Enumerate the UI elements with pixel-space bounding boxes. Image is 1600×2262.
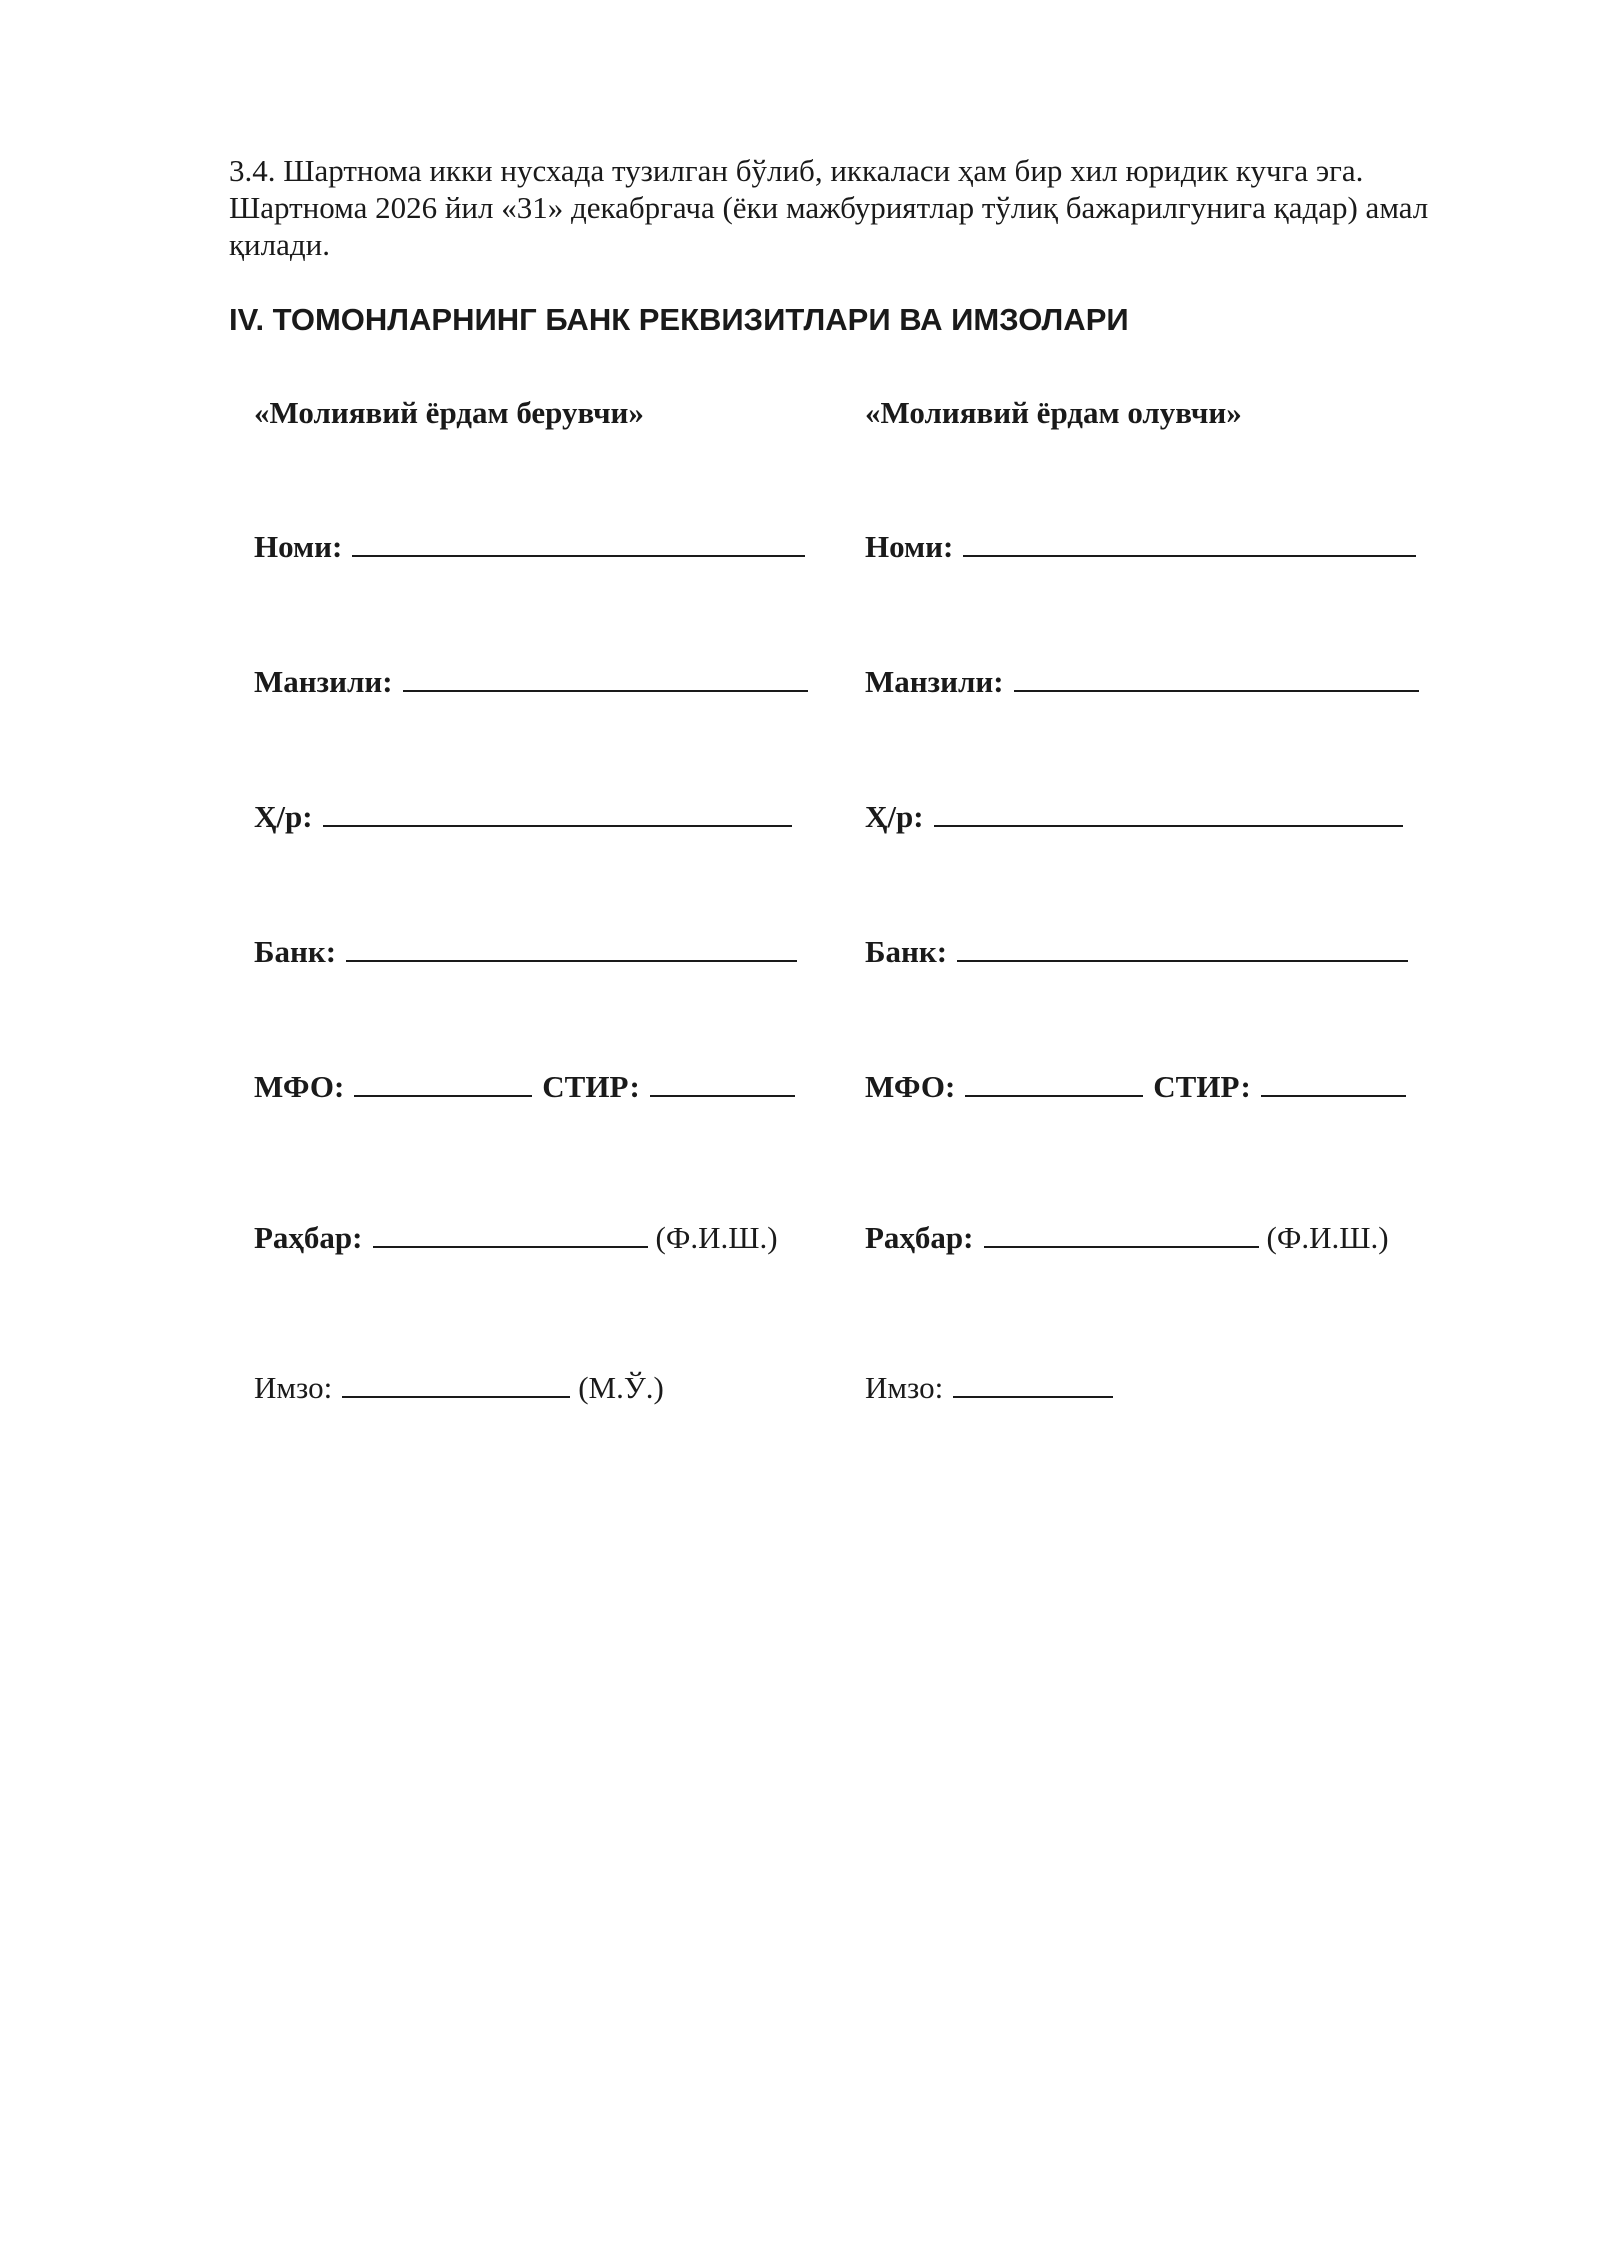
party-right-address-field — [865, 662, 1419, 702]
party-left-account-field — [254, 797, 792, 837]
name-label: Номи: — [254, 529, 343, 564]
name-label: Номи: — [865, 529, 954, 564]
stir-label: СТИР: — [1153, 1069, 1251, 1104]
head-label: Раҳбар: — [254, 1220, 363, 1255]
account-label: Ҳ/р: — [865, 799, 924, 834]
party-left-bank-field — [254, 932, 797, 972]
account-label: Ҳ/р: — [254, 799, 313, 834]
party-right-title: «Молиявий ёрдам олувчи» — [865, 395, 1242, 430]
account-blank-line[interactable] — [323, 799, 792, 827]
clause-3-4-line-2: Шартнома 2026 йил «31» декабргача (ёки мажбуриятлар тўлиқ бажарилгунига қадар) амал — [229, 190, 1429, 225]
party-right-codes-field — [865, 1067, 1406, 1107]
address-blank-line[interactable] — [403, 664, 808, 692]
mfo-label: МФО: — [254, 1069, 345, 1104]
signature-label: Имзо: — [865, 1370, 944, 1405]
head-blank-line[interactable] — [984, 1220, 1259, 1248]
party-left-name-field — [254, 527, 805, 567]
party-left-codes-field — [254, 1067, 795, 1107]
address-label: Манзили: — [254, 664, 393, 699]
bank-label: Банк: — [865, 934, 948, 969]
stir-blank-line[interactable] — [1261, 1069, 1406, 1097]
party-left-address-field — [254, 662, 808, 702]
account-blank-line[interactable] — [934, 799, 1403, 827]
name-blank-line[interactable] — [352, 529, 805, 557]
name-blank-line[interactable] — [963, 529, 1416, 557]
party-right-column — [865, 0, 1445, 2262]
head-label: Раҳбар: — [865, 1220, 974, 1255]
clause-3-4-line-1: 3.4. Шартнома икки нусхада тузилган бўлиб, иккаласи ҳам бир хил юридик кучга эга. — [229, 153, 1364, 188]
signature-blank-line[interactable] — [342, 1370, 570, 1398]
party-right-signature-field — [865, 1368, 1113, 1408]
party-right-head-field — [865, 1218, 1389, 1258]
head-suffix: (Ф.И.Ш.) — [655, 1220, 778, 1255]
party-left-title: «Молиявий ёрдам берувчи» — [254, 395, 644, 430]
mfo-blank-line[interactable] — [965, 1069, 1143, 1097]
address-label: Манзили: — [865, 664, 1004, 699]
bank-blank-line[interactable] — [346, 934, 797, 962]
clause-3-4-line-3: қилади. — [229, 227, 330, 262]
seal-suffix: (М.Ў.) — [578, 1370, 664, 1405]
head-blank-line[interactable] — [373, 1220, 648, 1248]
party-left-column — [254, 0, 834, 2262]
mfo-blank-line[interactable] — [354, 1069, 532, 1097]
stir-blank-line[interactable] — [650, 1069, 795, 1097]
address-blank-line[interactable] — [1014, 664, 1419, 692]
party-right-bank-field — [865, 932, 1408, 972]
signature-blank-line[interactable] — [953, 1370, 1113, 1398]
head-suffix: (Ф.И.Ш.) — [1266, 1220, 1389, 1255]
signature-label: Имзо: — [254, 1370, 333, 1405]
party-left-signature-field — [254, 1368, 664, 1408]
mfo-label: МФО: — [865, 1069, 956, 1104]
party-right-account-field — [865, 797, 1403, 837]
party-left-head-field — [254, 1218, 778, 1258]
stir-label: СТИР: — [542, 1069, 640, 1104]
party-right-name-field — [865, 527, 1416, 567]
bank-blank-line[interactable] — [957, 934, 1408, 962]
section-heading: IV. ТОМОНЛАРНИНГ БАНК РЕКВИЗИТЛАРИ ВА ИМЗОЛАРИ — [229, 302, 1129, 337]
bank-label: Банк: — [254, 934, 337, 969]
